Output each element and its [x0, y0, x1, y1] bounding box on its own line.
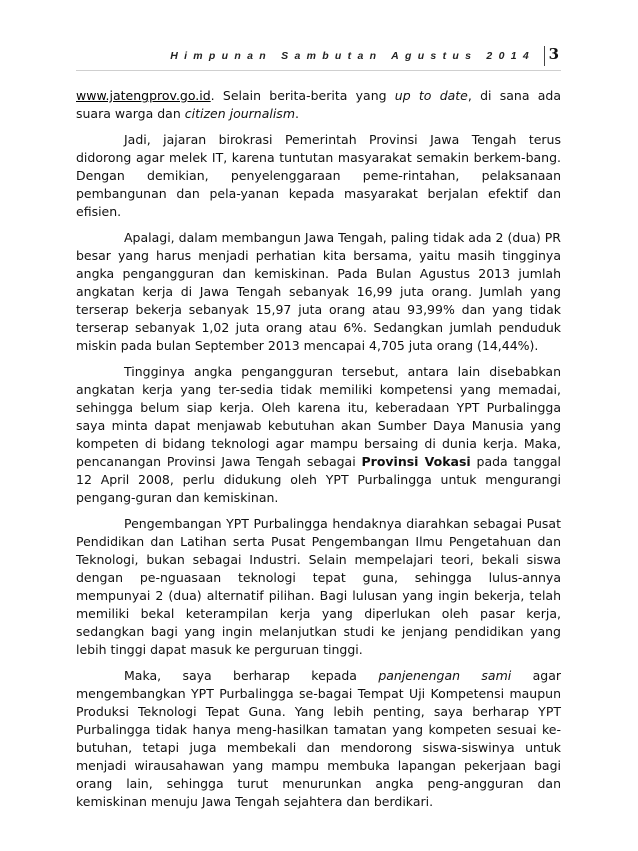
- paragraph-4: [76, 363, 561, 507]
- paragraph-4-text-a: Tingginya angka pengangguran tersebut, antara lain disebabkan angkatan kerja yang ter-sedia tidak memiliki kompetensi yang memadai, sehingga belum siap kerja. Oleh karena itu, keberadaan YPT Purbalingga saya minta dapat menjawab kebutuhan akan Sumber Daya Manusia yang kompeten di bidang teknologi agar mampu bersaing di dunia kerja. Maka, pencanangan Provinsi Jawa Tengah sebagai: [76, 364, 561, 469]
- paragraph-6-text-a: Maka, saya berharap kepada: [124, 668, 379, 683]
- header-title: Himpunan Sambutan Agustus 2014: [170, 50, 535, 62]
- paragraph-4-text-b: pada tanggal 12 April 2008, perlu didukung oleh YPT Purbalingga untuk mengurangi pengang-guran dan kemiskinan.: [76, 454, 562, 505]
- header-separator: [544, 46, 545, 66]
- page-number: 3: [548, 45, 559, 63]
- paragraph-6-emphasis: panjenengan sami: [378, 668, 512, 683]
- paragraph-1-emphasis-b: citizen journalism: [184, 106, 296, 121]
- paragraph-6-text-b: agar mengembangkan YPT Purbalingga se-bagai Tempat Uji Kompetensi maupun Produksi Teknologi Tepat Guna. Yang lebih penting, saya berharap YPT Purbalingga tidak hanya meng-hasilkan tamatan yang kompeten sesuai ke-butuhan, tetapi juga membekali dan mendorong siswa-siswinya untuk menjadi wirausahawan yang mampu membuka lapangan pekerjaan bagi orang lain, sehingga turut menurunkan angka peng-angguran dan kemiskinan menuju Jawa Tengah sejahtera dan berdikari.: [76, 668, 561, 809]
- page-header: [76, 44, 561, 71]
- paragraph-1-emphasis-a: up to date: [394, 88, 468, 103]
- paragraph-1-text-b: , di sana ada suara warga dan: [76, 88, 561, 121]
- paragraph-3: Apalagi, dalam membangun Jawa Tengah, paling tidak ada 2 (dua) PR besar yang harus menjadi perhatian kita bersama, yaitu masih tingginya angka pengangguran dan kemiskinan. Pada Bulan Agustus 2013 jumlah angkatan kerja di Jawa Tengah sebanyak 16,99 juta orang. Jumlah yang terserap bekerja sebanyak 15,97 juta orang atau 93,99% dan yang tidak terserap sebanyak 1,02 juta orang atau 6%. Sedangkan jumlah penduduk miskin pada bulan September 2013 mencapai 4,705 juta orang (14,44%).: [76, 230, 561, 353]
- website-link[interactable]: www.jatengprov.go.id: [76, 88, 211, 103]
- paragraph-1-text-a: . Selain berita-berita yang: [210, 88, 395, 103]
- paragraph-1-text-c: .: [295, 106, 299, 121]
- document-body: [76, 87, 561, 819]
- paragraph-1: [76, 87, 561, 123]
- paragraph-6: [76, 667, 561, 811]
- paragraph-2: Jadi, jajaran birokrasi Pemerintah Provinsi Jawa Tengah terus didorong agar melek IT, karena tuntutan masyarakat semakin berkem-bang. Dengan demikian, penyelenggaraan peme-rintahan, pelaksanaan pembangunan dan pela-yanan kepada masyarakat berjalan efektif dan efisien.: [76, 132, 561, 219]
- paragraph-4-bold: Provinsi Vokasi: [361, 454, 471, 469]
- paragraph-5: Pengembangan YPT Purbalingga hendaknya diarahkan sebagai Pusat Pendidikan dan Latihan serta Pusat Pengembangan Ilmu Pengetahuan dan Teknologi, bukan sebagai Industri. Selain mempelajari teori, bekali siswa dengan pe-nguasaan teknologi tepat guna, sehingga lulus-annya mempunyai 2 (dua) alternatif pilihan. Bagi lulusan yang ingin bekerja, telah memiliki bekal keterampilan kerja yang diperlukan oleh pasar kerja, sedangkan bagi yang ingin melanjutkan studi ke jenjang pendidikan yang lebih tinggi dapat masuk ke perguruan tinggi.: [76, 516, 561, 657]
